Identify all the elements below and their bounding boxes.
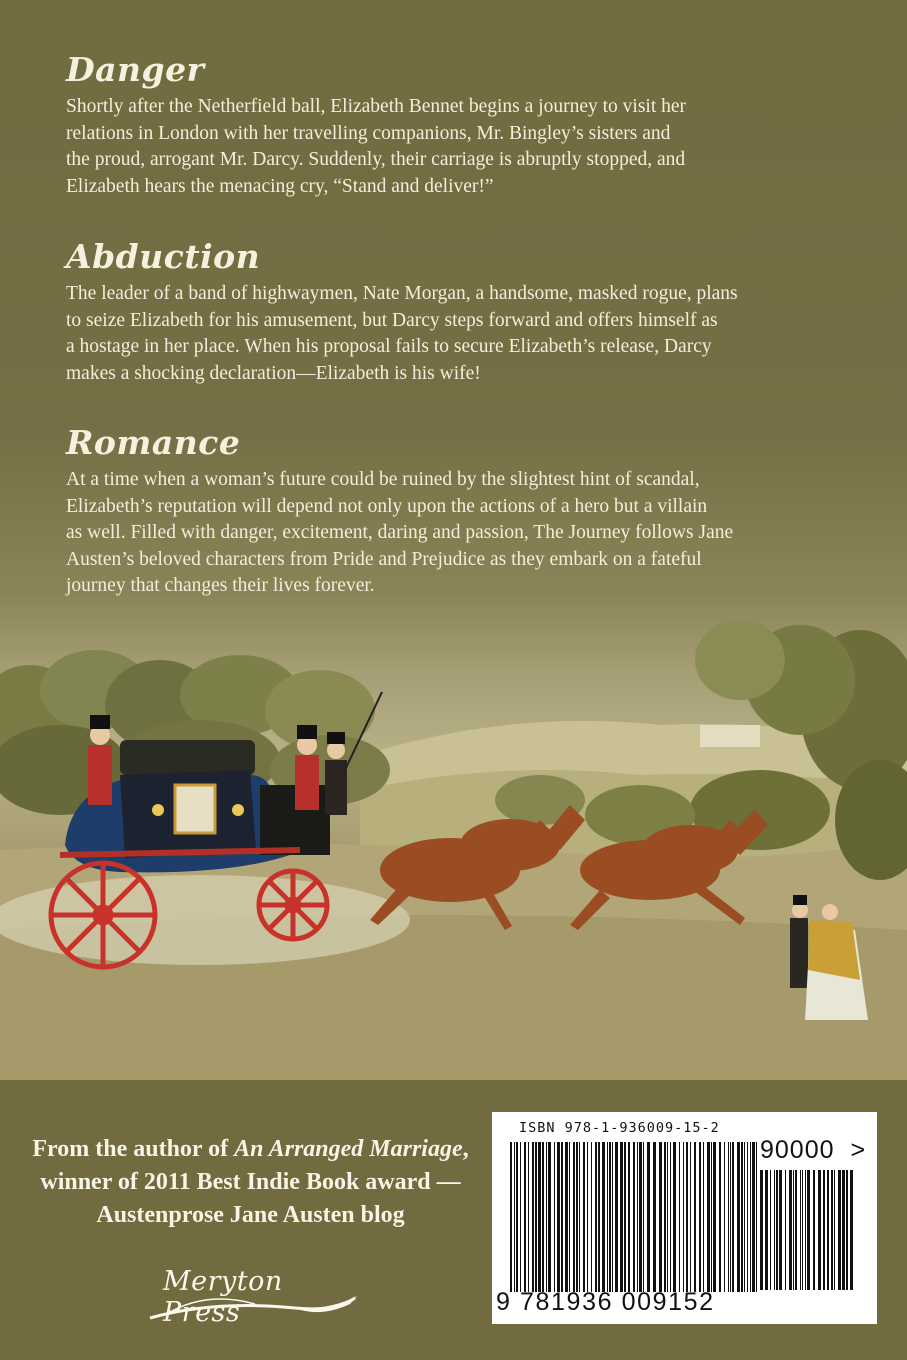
barcode-bar <box>703 1142 704 1292</box>
barcode-bar <box>756 1142 757 1292</box>
barcode-bar <box>528 1142 529 1292</box>
barcode-bar <box>813 1170 815 1290</box>
section-danger <box>66 50 866 200</box>
barcode-bar <box>760 1170 763 1290</box>
price-barcode-bars <box>760 1170 855 1290</box>
barcode-bar <box>561 1142 563 1292</box>
barcode-bar <box>686 1142 688 1292</box>
barcode-bar <box>834 1170 835 1290</box>
isbn-number: ISBN 978-1-936009-15-2 <box>519 1120 720 1136</box>
barcode-bar <box>576 1142 578 1292</box>
barcode-bar <box>548 1142 551 1292</box>
barcode-bar <box>752 1142 755 1292</box>
barcode-bar <box>583 1142 585 1292</box>
barcode-bar <box>846 1170 848 1290</box>
barcode-bar <box>732 1142 734 1292</box>
barcode-bar <box>737 1142 740 1292</box>
publisher-logo <box>145 1260 360 1330</box>
barcode-bar <box>653 1142 656 1292</box>
barcode-bar <box>690 1142 691 1292</box>
barcode-bar <box>557 1142 560 1292</box>
section-heading: Abduction <box>66 237 261 276</box>
barcode-bar <box>827 1170 829 1290</box>
blurb-line-3: Austenprose Jane Austen blog <box>96 1202 405 1228</box>
barcode-bar <box>793 1170 794 1290</box>
barcode-bar <box>595 1142 597 1292</box>
barcode-bar <box>624 1142 626 1292</box>
barcode-bar <box>546 1142 547 1292</box>
barcode-bar <box>612 1142 613 1292</box>
barcode-bar <box>670 1142 671 1292</box>
barcode-bar <box>789 1170 792 1290</box>
section-heading: Romance <box>66 423 241 462</box>
barcode-bar <box>774 1170 775 1290</box>
barcode-bar <box>831 1170 833 1290</box>
barcode-bar <box>633 1142 635 1292</box>
barcode-bar <box>683 1142 684 1292</box>
barcode-bar <box>795 1170 797 1290</box>
text-line: Austen’s beloved characters from Pride and Prejudice as they embark on a fateful <box>66 548 702 570</box>
barcode-bar <box>514 1142 515 1292</box>
text-line: Elizabeth hears the menacing cry, “Stand and deliver!” <box>66 175 494 197</box>
barcode-bar <box>659 1142 662 1292</box>
barcode-bar <box>838 1170 841 1290</box>
barcode-bar <box>647 1142 650 1292</box>
isbn-barcode <box>492 1112 877 1324</box>
barcode-bar <box>741 1142 743 1292</box>
barcode-bar <box>707 1142 710 1292</box>
barcode-bar <box>615 1142 618 1292</box>
barcode-bar <box>607 1142 608 1292</box>
text-line: the proud, arrogant Mr. Darcy. Suddenly, their carriage is abruptly stopped, and <box>66 149 686 171</box>
barcode-bar <box>719 1142 721 1292</box>
barcode-bar <box>679 1142 680 1292</box>
section-text <box>66 467 866 600</box>
barcode-bar <box>802 1170 803 1290</box>
barcode-bar <box>538 1142 541 1292</box>
barcode-bar <box>598 1142 600 1292</box>
price-code: 90000 > <box>760 1136 867 1164</box>
text-line: as well. Filled with danger, excitement, daring and passion, The Journey follows Jane <box>66 522 734 544</box>
barcode-bar <box>510 1142 512 1292</box>
barcode-bar <box>779 1170 782 1290</box>
barcode-bar <box>602 1142 605 1292</box>
barcode-bar <box>532 1142 534 1292</box>
text-line: a hostage in her place. When his proposal fails to secure Elizabeth’s release, Darcy <box>66 336 712 358</box>
section-text <box>66 94 866 200</box>
barcode-bar <box>750 1142 751 1292</box>
barcode-bar <box>807 1170 810 1290</box>
barcode-bar <box>785 1170 786 1290</box>
text-line: journey that changes their lives forever. <box>66 575 375 597</box>
barcode-bar <box>694 1142 696 1292</box>
publisher-name: Meryton Press <box>163 1266 283 1328</box>
section-text <box>66 281 866 387</box>
barcode-bar <box>747 1142 748 1292</box>
barcode-bar <box>728 1142 729 1292</box>
barcode-bar <box>535 1142 537 1292</box>
text-line: The leader of a band of highwaymen, Nate Morgan, a handsome, masked rogue, plans <box>66 283 738 304</box>
barcode-bar <box>579 1142 580 1292</box>
blurb-line-2: winner of 2011 Best Indie Book award — <box>40 1169 461 1195</box>
barcode-bar <box>554 1142 555 1292</box>
barcode-bar <box>628 1142 630 1292</box>
barcode-bar <box>850 1170 853 1290</box>
barcode-bar <box>664 1142 666 1292</box>
barcode-bar <box>724 1142 725 1292</box>
barcode-bar <box>842 1170 845 1290</box>
barcode-bar <box>609 1142 611 1292</box>
text-line: At a time when a woman’s future could be ruined by the slightest hint of scandal, <box>66 469 700 490</box>
blurb-line-1: From the author of An Arranged Marriage, <box>32 1136 469 1162</box>
barcode-bar <box>591 1142 592 1292</box>
barcode-bar <box>818 1170 821 1290</box>
barcode-bar <box>639 1142 642 1292</box>
book-title-link: An Arranged Marriage <box>234 1136 463 1162</box>
barcode-bar <box>730 1142 731 1292</box>
ean-barcode-bars <box>510 1142 760 1292</box>
text-line: Elizabeth’s reputation will depend not only upon the actions of a hero but a villain <box>66 495 708 517</box>
barcode-bar <box>713 1142 716 1292</box>
barcode-bar <box>770 1170 771 1290</box>
barcode-bar <box>524 1142 526 1292</box>
barcode-bar <box>573 1142 575 1292</box>
barcode-bar <box>800 1170 801 1290</box>
distant-house <box>700 725 760 747</box>
text-line: makes a shocking declaration—Elizabeth is his wife! <box>66 362 481 384</box>
barcode-bar <box>643 1142 644 1292</box>
barcode-bar <box>516 1142 518 1292</box>
barcode-bar <box>637 1142 638 1292</box>
barcode-bar <box>565 1142 568 1292</box>
barcode-bar <box>776 1170 778 1290</box>
text-line: relations in London with her travelling companions, Mr. Bingley’s sisters and <box>66 122 671 144</box>
barcode-bar <box>569 1142 570 1292</box>
section-heading: Danger <box>66 50 205 89</box>
coach-painting <box>0 600 907 1080</box>
author-blurb <box>18 1133 483 1232</box>
barcode-bar <box>542 1142 544 1292</box>
dust-cloud <box>0 875 410 965</box>
barcode-bar <box>587 1142 588 1292</box>
barcode-bar <box>744 1142 745 1292</box>
text-line: Shortly after the Netherfield ball, Elizabeth Bennet begins a journey to visit her <box>66 96 687 117</box>
section-abduction <box>66 237 866 387</box>
barcode-bar <box>620 1142 623 1292</box>
barcode-bar <box>520 1142 521 1292</box>
barcode-bar <box>805 1170 806 1290</box>
ean-digits: 9 781936 009152 <box>496 1288 715 1316</box>
barcode-bar <box>711 1142 712 1292</box>
section-romance <box>66 423 866 600</box>
barcode-bar <box>765 1170 768 1290</box>
barcode-bar <box>667 1142 668 1292</box>
barcode-bar <box>823 1170 825 1290</box>
barcode-bar <box>673 1142 676 1292</box>
text-line: to seize Elizabeth for his amusement, but Darcy steps forward and offers himself as <box>66 309 718 331</box>
barcode-bar <box>699 1142 701 1292</box>
